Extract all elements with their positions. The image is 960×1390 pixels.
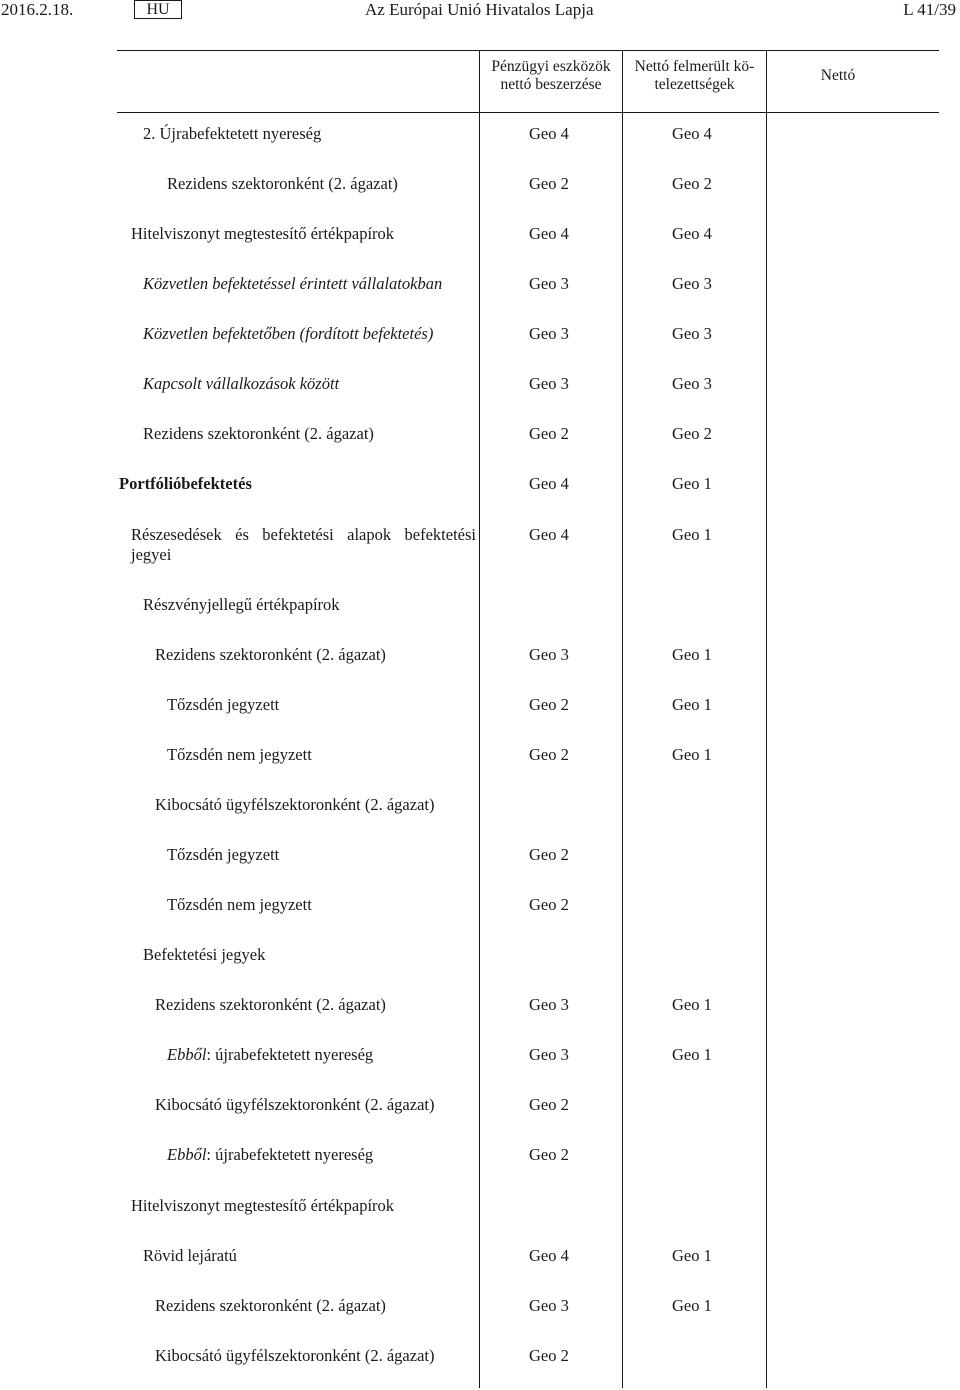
row-label: [167, 1045, 373, 1065]
liabilities-value: Geo 2: [672, 174, 712, 193]
liabilities-value: Geo 3: [672, 274, 712, 293]
column-header-liabilities: Nettó felmerült kö- telezettségek: [634, 58, 755, 93]
acquisition-value: Geo 2: [529, 745, 569, 764]
row-label: Rezidens szektoronként (2. ágazat): [155, 1296, 386, 1315]
liabilities-value: Geo 1: [672, 474, 712, 493]
of-which-label: Ebből: [167, 1145, 207, 1164]
acquisition-value: Geo 2: [529, 695, 569, 714]
row-label: Rezidens szektoronként (2. ágazat): [167, 174, 398, 193]
column-divider: [622, 50, 623, 1388]
acquisition-value: Geo 2: [529, 424, 569, 443]
row-label: Részvényjellegű értékpapírok: [143, 595, 340, 614]
liabilities-value: Geo 4: [672, 124, 712, 143]
acquisition-value: Geo 3: [529, 274, 569, 293]
liabilities-value: Geo 1: [672, 525, 712, 544]
acquisition-value: Geo 3: [529, 374, 569, 393]
row-label: 2. Újrabefektetett nyereség: [143, 124, 322, 143]
acquisition-value: Geo 2: [529, 845, 569, 864]
page-number: L 41/39: [903, 0, 956, 19]
liabilities-value: Geo 4: [672, 224, 712, 243]
row-label: Tőzsdén jegyzett: [167, 845, 280, 864]
journal-title: Az Európai Unió Hivatalos Lapja: [365, 0, 594, 19]
publication-date: 2016.2.18.: [1, 0, 74, 19]
acquisition-value: Geo 4: [529, 224, 569, 243]
column-divider: [766, 50, 767, 1388]
row-label: Tőzsdén nem jegyzett: [167, 745, 312, 764]
row-label: [167, 1145, 373, 1165]
row-label: Kibocsátó ügyfélszektoronként (2. ágazat): [155, 1346, 435, 1365]
column-divider: [479, 50, 480, 1388]
liabilities-value: Geo 1: [672, 745, 712, 764]
table-header-rule: [117, 112, 939, 113]
row-label: Hitelviszonyt megtestesítő értékpapírok: [131, 1196, 395, 1215]
liabilities-value: Geo 2: [672, 424, 712, 443]
row-label-text: : újrabefektetett nyereség: [206, 1145, 374, 1164]
row-label: Közvetlen befektetéssel érintett vállalatokban: [143, 274, 443, 293]
row-label: Kibocsátó ügyfélszektoronként (2. ágazat): [155, 795, 435, 814]
liabilities-value: Geo 1: [672, 1246, 712, 1265]
column-header-acquisition: Pénzügyi eszközök nettó beszerzése: [491, 58, 611, 93]
row-label: Tőzsdén nem jegyzett: [167, 895, 312, 914]
acquisition-value: Geo 2: [529, 1145, 569, 1164]
liabilities-value: Geo 1: [672, 995, 712, 1014]
acquisition-value: Geo 3: [529, 324, 569, 343]
row-label: Kapcsolt vállalkozások között: [143, 374, 340, 393]
language-badge: HU: [134, 0, 182, 19]
acquisition-value: Geo 3: [529, 1296, 569, 1315]
row-label: Kibocsátó ügyfélszektoronként (2. ágazat): [155, 1095, 435, 1114]
liabilities-value: Geo 3: [672, 324, 712, 343]
acquisition-value: Geo 4: [529, 525, 569, 544]
row-label: Befektetési jegyek: [143, 945, 266, 964]
acquisition-value: Geo 4: [529, 1246, 569, 1265]
row-label: Rezidens szektoronként (2. ágazat): [155, 645, 386, 664]
liabilities-value: Geo 1: [672, 1296, 712, 1315]
row-label: Rövid lejáratú: [143, 1246, 237, 1265]
acquisition-value: Geo 2: [529, 895, 569, 914]
acquisition-value: Geo 4: [529, 474, 569, 493]
of-which-label: Ebből: [167, 1045, 207, 1064]
row-label: Tőzsdén jegyzett: [167, 695, 280, 714]
liabilities-value: Geo 1: [672, 1045, 712, 1064]
row-label: Részesedések és befektetési alapok befektetési jegyei: [131, 525, 476, 564]
row-label: Portfólióbefektetés: [119, 474, 252, 493]
row-label-text: : újrabefektetett nyereség: [206, 1045, 374, 1064]
row-label: Rezidens szektoronként (2. ágazat): [143, 424, 374, 443]
row-label: Hitelviszonyt megtestesítő értékpapírok: [131, 224, 395, 243]
row-label: Rezidens szektoronként (2. ágazat): [155, 995, 386, 1014]
acquisition-value: Geo 4: [529, 124, 569, 143]
column-header-net: Nettó: [820, 67, 856, 84]
acquisition-value: Geo 3: [529, 995, 569, 1014]
liabilities-value: Geo 1: [672, 645, 712, 664]
liabilities-value: Geo 3: [672, 374, 712, 393]
acquisition-value: Geo 3: [529, 1045, 569, 1064]
table-top-rule: [117, 50, 939, 51]
acquisition-value: Geo 2: [529, 174, 569, 193]
acquisition-value: Geo 2: [529, 1346, 569, 1365]
acquisition-value: Geo 3: [529, 645, 569, 664]
row-label: Közvetlen befektetőben (fordított befektetés): [143, 324, 434, 343]
acquisition-value: Geo 2: [529, 1095, 569, 1114]
liabilities-value: Geo 1: [672, 695, 712, 714]
